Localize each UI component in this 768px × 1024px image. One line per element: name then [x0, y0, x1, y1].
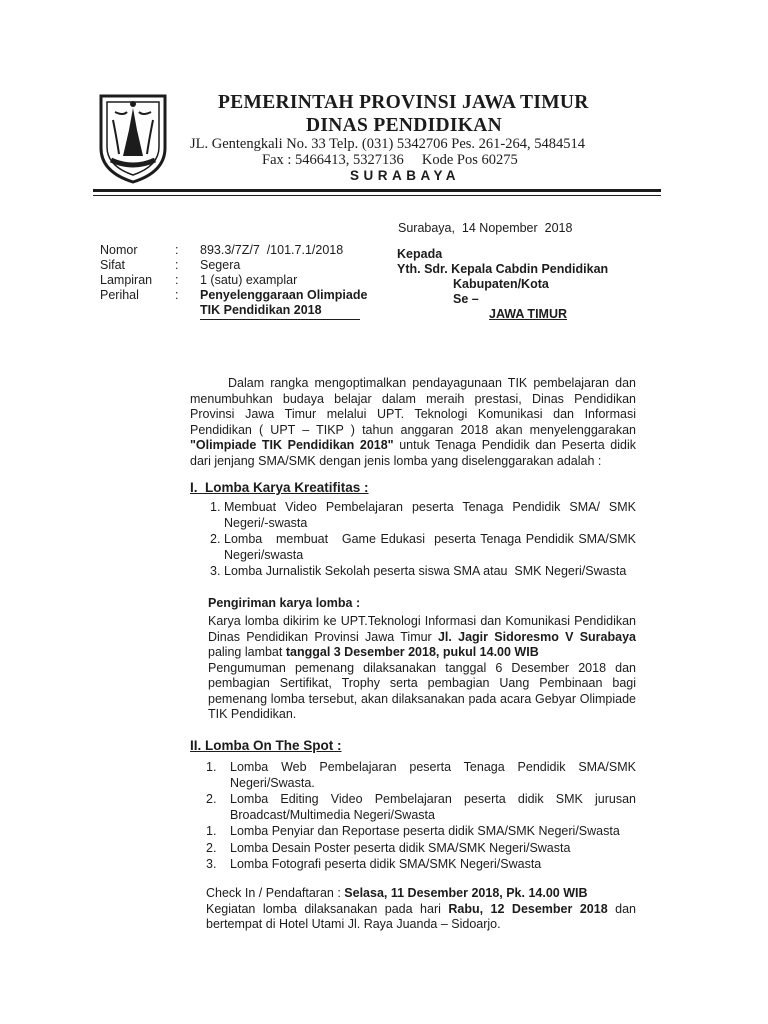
meta-values [200, 242, 390, 317]
meta-subject: Penyelenggaraan Olimpiade [200, 288, 368, 302]
section-2-title: II. Lomba On The Spot : [190, 738, 342, 753]
letter-date: Surabaya, 14 Nopember 2018 [398, 221, 573, 235]
checkin-label: Check In / Pendaftaran : [206, 886, 341, 900]
list-text: Lomba Jurnalistik Sekolah peserta siswa SMA atau SMK Negeri/Swasta [224, 564, 627, 578]
section-1-title: I. Lomba Karya Kreatifitas : [190, 480, 369, 495]
list-number: 3. [210, 564, 221, 578]
list-item [206, 857, 636, 873]
department-name: DINAS PENDIDIKAN [306, 115, 503, 136]
list-item [210, 500, 636, 531]
list-item [206, 841, 636, 857]
meta-label: Lampiran [100, 273, 153, 287]
list-number: 3. [206, 857, 217, 871]
meta-colons [175, 242, 189, 302]
meta-label: Sifat [100, 258, 126, 272]
government-name: PEMERINTAH PROVINSI JAWA TIMUR [218, 92, 589, 113]
province-emblem-icon [93, 90, 173, 186]
list-number: 1. [206, 760, 217, 774]
list-number: 1. [206, 824, 217, 838]
recipient-line: Kabupaten/Kota [453, 277, 549, 291]
meta-colon: : [175, 288, 179, 302]
event-day: Rabu, 12 Desember 2018 [448, 901, 608, 916]
announcement-text: Pengumuman pemenang dilaksanakan tanggal 6 Desember 2018 dan pembagian Sertifikat, Trophy serta pembagian Uang Pembinaan bagi pemenang lomba tersebut, akan dilaksanakan pada acara Gebyar Olimpiade TIK Pendidikan. [208, 660, 636, 721]
address-line-2: Fax : 5466413, 5327136 Kode Pos 60275 [262, 152, 518, 168]
subject-underline [200, 319, 360, 320]
recipient-line: Se – [453, 292, 479, 306]
intro-paragraph [190, 376, 636, 469]
letterhead-rule-thick [93, 189, 661, 192]
city-name: SURABAYA [350, 168, 461, 183]
list-number: 2. [206, 840, 217, 855]
list-item [206, 792, 640, 823]
list-text: Lomba Web Pembelajaran peserta Tenaga Pendidik SMA/SMK Negeri/Swasta. [230, 760, 640, 790]
meta-label: Nomor [100, 243, 138, 257]
list-item [206, 760, 640, 791]
meta-colon: : [175, 243, 179, 257]
submission-paragraph [208, 614, 636, 723]
checkin-value: Selasa, 11 Desember 2018, Pk. 14.00 WIB [344, 886, 588, 900]
meta-number: 893.3/7Z/7 /101.7.1/2018 [200, 243, 344, 257]
list-text: Lomba Fotografi peserta didik SMA/SMK Negeri/Swasta [230, 857, 542, 871]
submission-deadline: tanggal 3 Desember 2018, pukul 14.00 WIB [285, 645, 539, 659]
event-venue: dan bertempat di Hotel Utami Jl. Raya Juanda – Sidoarjo. [206, 901, 636, 931]
list-number: 2. [210, 532, 221, 546]
meta-nature: Segera [200, 258, 241, 272]
meta-attachment: 1 (satu) examplar [200, 273, 298, 287]
meta-subject-cont: TIK Pendidikan 2018 [200, 303, 322, 317]
recipient-line: Yth. Sdr. Kepala Cabdin Pendidikan [397, 262, 609, 276]
list-number: 2. [206, 792, 217, 806]
letterhead-rule-thin [93, 195, 661, 196]
submission-text: paling lambat [208, 645, 283, 659]
list-text: Lomba Editing Video Pembelajaran peserta didik SMK jurusan Broadcast/Multimedia Negeri/Swasta [230, 792, 640, 822]
section-1-list [210, 500, 640, 581]
list-text: Membuat Video Pembelajaran peserta Tenaga Pendidik SMA/ SMK Negeri/-swasta [224, 500, 636, 530]
recipient-line: Kepada [397, 247, 443, 261]
meta-label: Perihal [100, 288, 139, 302]
list-text: Lomba Penyiar dan Reportase peserta didik SMA/SMK Negeri/Swasta [230, 824, 620, 838]
event-paragraph [206, 886, 636, 933]
list-text: Lomba membuat Game Edukasi peserta Tenaga Pendidik SMA/SMK Negeri/swasta [224, 532, 640, 562]
intro-text-end: untuk Tenaga Pendidik dan Peserta didik dari jenjang SMA/SMK dengan jenis lomba yang diselenggarakan adalah : [190, 438, 636, 468]
list-item [210, 532, 640, 563]
address-line-1: JL. Gentengkali No. 33 Telp. (031) 5342706 Pes. 261-264, 5484514 [190, 136, 586, 152]
intro-text: Dalam rangka mengoptimalkan pendayagunaan TIK pembelajaran dan menumbuhkan budaya belajar dalam meraih prestasi, Dinas Pendidikan Provinsi Jawa Timur melalui UPT. Teknologi Komunikasi dan Informasi Pendidikan ( UPT – TIKP ) tahun anggaran 2018 akan menyelenggarakan [190, 376, 636, 437]
section-2-list [206, 760, 640, 874]
recipient-block [397, 246, 608, 321]
meta-labels [100, 242, 170, 302]
meta-colon: : [175, 273, 179, 287]
recipient-province: JAWA TIMUR [489, 307, 568, 321]
event-text: Kegiatan lomba dilaksanakan pada hari [206, 901, 441, 916]
list-item [210, 564, 636, 580]
submission-address: Jl. Jagir Sidoresmo V Surabaya [437, 629, 636, 644]
intro-event-name: "Olimpiade TIK Pendidikan 2018" [190, 438, 394, 452]
meta-colon: : [175, 258, 179, 272]
list-item [206, 824, 636, 840]
submission-text: Karya lomba dikirim ke UPT.Teknologi Informasi dan Komunikasi Pendidikan Dinas Pendidikan Provinsi Jawa Timur [208, 614, 636, 644]
list-text: Lomba Desain Poster peserta didik SMA/SMK Negeri/Swasta [230, 840, 571, 855]
submission-title: Pengiriman karya lomba : [208, 596, 361, 610]
list-number: 1. [210, 500, 221, 514]
